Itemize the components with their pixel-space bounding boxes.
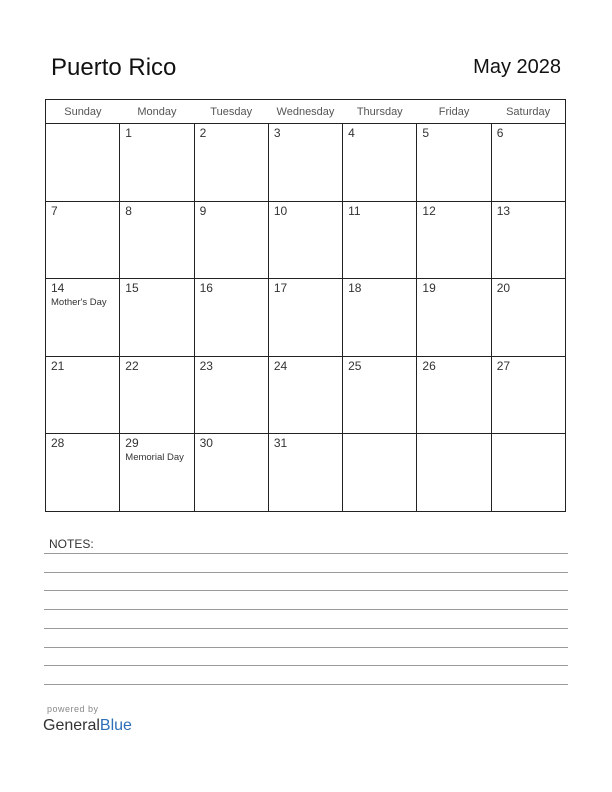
brand-general: General	[43, 717, 100, 734]
day-number: 17	[273, 281, 288, 296]
day-cell	[194, 356, 268, 434]
day-number: 21	[51, 358, 65, 373]
day-cell	[343, 279, 417, 357]
day-cell	[343, 356, 417, 434]
week-row	[46, 201, 566, 279]
day-cell	[194, 434, 268, 512]
note-line	[44, 665, 568, 666]
day-cell	[120, 124, 194, 202]
day-cell	[120, 434, 194, 512]
day-number: 5	[422, 126, 430, 140]
day-number: 12	[422, 203, 436, 218]
weekday-sunday: Sunday	[46, 100, 120, 124]
day-number: 18	[348, 281, 362, 296]
day-cell	[46, 356, 120, 434]
month-title: May 2028	[473, 56, 561, 78]
day-cell	[491, 434, 565, 512]
day-cell	[46, 279, 120, 357]
weekday-wednesday: Wednesday	[268, 100, 342, 124]
day-number: 24	[273, 358, 288, 373]
day-cell	[120, 356, 194, 434]
day-number: 27	[496, 358, 511, 373]
holiday-label: Mother's Day	[51, 297, 107, 309]
note-line	[44, 684, 568, 685]
day-cell	[417, 434, 491, 512]
day-cell	[268, 356, 342, 434]
day-cell	[491, 201, 565, 279]
day-cell	[343, 434, 417, 512]
day-cell	[194, 124, 268, 202]
day-cell	[120, 201, 194, 279]
day-cell	[194, 279, 268, 357]
day-number: 22	[125, 358, 139, 373]
day-number: 20	[496, 281, 511, 296]
day-cell	[491, 356, 565, 434]
day-cell	[268, 124, 342, 202]
day-number: 28	[51, 436, 65, 451]
note-line	[44, 553, 568, 554]
weekday-header-row	[46, 100, 566, 124]
day-number: 2	[199, 126, 207, 140]
day-number: 1	[125, 126, 132, 140]
day-number	[417, 434, 490, 436]
day-number	[343, 434, 416, 436]
day-number: 6	[496, 126, 504, 140]
note-line	[44, 609, 568, 610]
notes-label: NOTES:	[49, 537, 94, 551]
day-number: 8	[125, 203, 132, 218]
country-title: Puerto Rico	[51, 54, 177, 81]
day-number: 9	[199, 203, 207, 218]
week-row	[46, 124, 566, 202]
holiday-label: Memorial Day	[125, 452, 184, 464]
day-cell	[46, 201, 120, 279]
day-number: 11	[348, 203, 361, 218]
day-cell	[268, 279, 342, 357]
day-number	[46, 124, 119, 126]
day-number: 23	[199, 358, 213, 373]
day-number: 19	[422, 281, 436, 296]
day-cell	[343, 201, 417, 279]
day-cell	[343, 124, 417, 202]
day-number: 7	[51, 203, 58, 218]
day-cell	[194, 201, 268, 279]
note-line	[44, 647, 568, 648]
day-number: 30	[199, 436, 213, 451]
day-number	[492, 434, 565, 436]
day-cell	[46, 434, 120, 512]
weekday-saturday: Saturday	[491, 100, 565, 124]
day-cell	[268, 201, 342, 279]
day-number: 4	[348, 126, 355, 140]
powered-by-label: powered by	[47, 704, 99, 714]
week-row	[46, 434, 566, 512]
day-cell	[417, 124, 491, 202]
calendar-grid	[45, 99, 566, 512]
day-number: 10	[273, 203, 288, 218]
day-cell	[417, 356, 491, 434]
weekday-tuesday: Tuesday	[194, 100, 268, 124]
day-number: 13	[496, 203, 511, 218]
day-cell	[491, 279, 565, 357]
note-line	[44, 628, 568, 629]
day-cell	[417, 201, 491, 279]
brand-blue: Blue	[99, 717, 132, 734]
week-row	[46, 356, 566, 434]
day-number: 15	[125, 281, 139, 296]
day-cell	[417, 279, 491, 357]
note-line	[44, 590, 568, 591]
day-number: 16	[199, 281, 213, 296]
day-cell	[120, 279, 194, 357]
day-number: 14	[51, 281, 65, 296]
weekday-friday: Friday	[417, 100, 491, 124]
weekday-thursday: Thursday	[343, 100, 417, 124]
day-number: 26	[422, 358, 436, 373]
day-number: 31	[273, 436, 288, 451]
day-cell	[491, 124, 565, 202]
day-cell	[46, 124, 120, 202]
day-number: 3	[273, 126, 281, 140]
weekday-monday: Monday	[120, 100, 194, 124]
week-row	[46, 279, 566, 357]
brand-logo	[43, 717, 132, 735]
day-cell	[268, 434, 342, 512]
day-number: 29	[125, 436, 139, 451]
day-number: 25	[348, 358, 362, 373]
note-line	[44, 572, 568, 573]
